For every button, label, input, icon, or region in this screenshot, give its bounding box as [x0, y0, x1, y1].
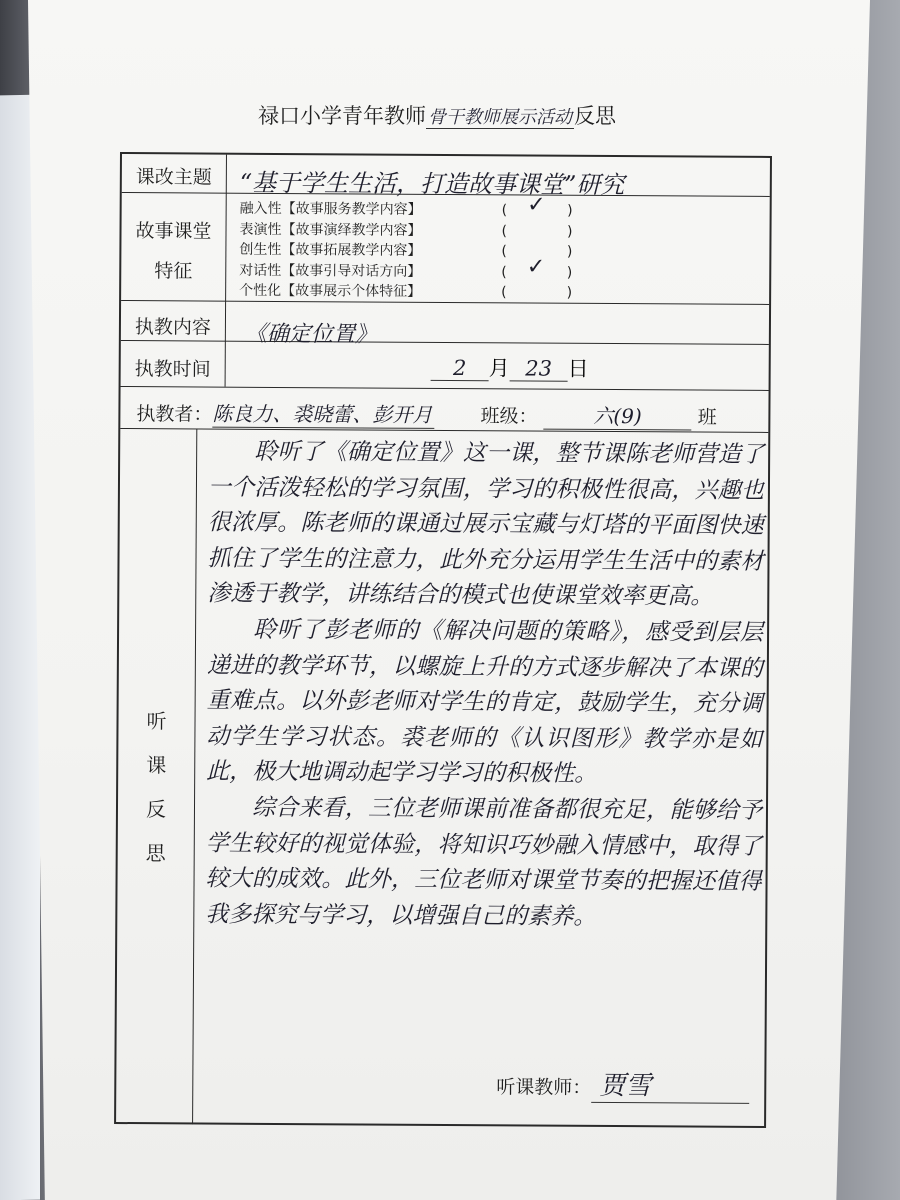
signoff-name: 贾雪: [591, 1065, 749, 1104]
month-unit: 月: [488, 356, 510, 381]
signoff-label: 听课教师：: [496, 1076, 592, 1099]
title-fill: 骨干教师展示活动: [428, 107, 572, 128]
feature-item: 融入性【故事服务教学内容】 ( ✓ ): [239, 192, 573, 219]
title-prefix: 禄口小学青年教师: [258, 104, 426, 128]
topic-label: 课改主题: [135, 166, 212, 189]
class-unit: 班: [697, 406, 717, 429]
teaching-date: [431, 352, 589, 383]
class-value: 六(9): [543, 400, 691, 431]
topic-value: “基于学生生活，打造故事课堂”研究: [239, 168, 625, 200]
teacher-class-row: [136, 397, 716, 431]
listener-signoff: [496, 1064, 749, 1104]
date-month: 2: [431, 356, 489, 381]
features-label-line2: 特征: [154, 260, 193, 283]
time-label: 执教时间: [134, 358, 211, 381]
reflection-side-label: 听 课 反 思: [145, 709, 167, 866]
feature-item: 对话性【故事引导对话方向】 ( ✓ ): [239, 253, 573, 281]
teachers-label: 执教者：: [136, 403, 213, 426]
title-suffix: 反思: [574, 104, 616, 128]
feature-item: 创生性【故事拓展教学内容】 ( ): [239, 241, 573, 260]
class-label: 班级：: [480, 405, 538, 428]
reflection-paragraph: 聆听了《确定位置》这一课，整节课陈老师营造了一个活泼轻松的学习氛围，学习的积极性很高，兴趣也很浓厚。陈老师的课通过展示宝藏与灯塔的平面图快速抓住了学生的注意力，此外充分运用学生生活中的素材渗透于教学，讲练结合的模式也使课堂效率更高。: [207, 438, 765, 611]
reflection-form-table: [114, 152, 772, 1128]
page-title: [258, 100, 718, 130]
reflection-text: [205, 435, 764, 937]
row-divider: [121, 340, 769, 345]
teachers-value: 陈良力、裘晓蕾、彭开月: [212, 398, 434, 429]
reflection-paragraph: 综合来看，三位老师课前准备都很充足，能够给予学生较好的视觉体验，将知识巧妙融入情感中，取得了较大的成效。此外，三位老师对课堂节奏的把握还值得我多探究与学习，以增强自己的素养。: [205, 794, 763, 930]
feature-item: 个性化【故事展示个体特征】 ( ): [239, 282, 573, 301]
day-unit: 日: [567, 356, 589, 381]
row-divider: [121, 386, 769, 391]
feature-item: 表演性【故事演绎教学内容】 ( ): [239, 221, 573, 240]
reflection-paragraph: 聆听了彭老师的《解决问题的策略》，感受到层层递进的教学环节，以螺旋上升的方式逐步解决了本课的重难点。以外彭老师对学生的肯定，鼓励学生，充分调动学生学习状态。裘老师的《认识图形》教学亦是如此，极大地调动起学习学习的积极性。: [206, 616, 764, 788]
date-day: 23: [510, 356, 568, 381]
content-value: 《确定位置》: [244, 321, 377, 348]
features-label-line1: 故事课堂: [135, 220, 212, 243]
check-mark-icon: ✓: [526, 253, 546, 280]
check-mark-icon: ✓: [527, 192, 546, 218]
content-label: 执教内容: [134, 316, 211, 339]
features-list: [239, 192, 573, 304]
